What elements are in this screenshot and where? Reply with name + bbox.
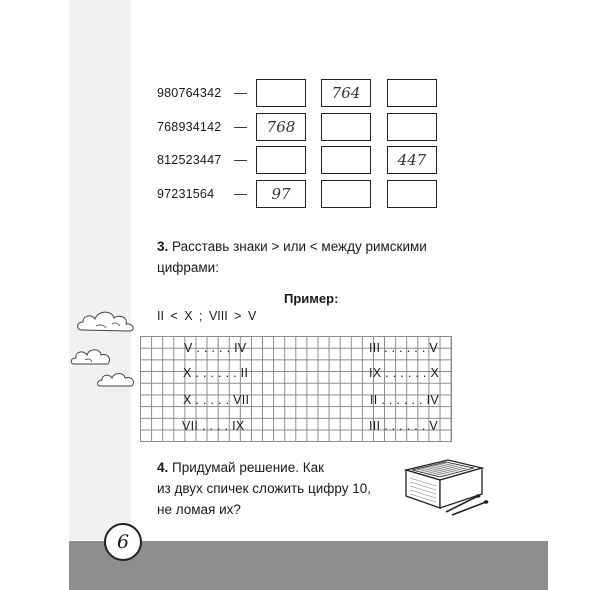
- left-margin-strip: [69, 0, 131, 540]
- task4-number: 4.: [157, 460, 169, 475]
- answer-box: [256, 79, 306, 107]
- comparison-item: IX . . . . . . X: [369, 366, 440, 380]
- number-row: [157, 180, 457, 210]
- task3-number: 3.: [157, 239, 169, 254]
- number-row: [157, 146, 457, 176]
- number-row: [157, 113, 457, 143]
- number-value: 768934142: [157, 120, 222, 134]
- answer-box: [256, 146, 306, 174]
- comparison-item: III . . . . . . V: [369, 419, 439, 433]
- task4-instruction: [157, 457, 397, 520]
- page-number: 6: [104, 523, 142, 561]
- answer-box: [387, 180, 437, 208]
- matchbox-icon: [402, 456, 492, 518]
- comparison-item: III . . . . . . V: [369, 341, 439, 355]
- comparison-item: X . . . . . VII: [183, 393, 250, 407]
- number-row: [157, 79, 457, 109]
- answer-box: [321, 146, 371, 174]
- comparison-item: VII . . . . IX: [182, 419, 245, 433]
- answer-box: [321, 113, 371, 141]
- answer-box: 768: [256, 113, 306, 141]
- task4-line1: Придумай решение. Как: [172, 460, 324, 475]
- example-line: II < X ; VIII > V: [157, 309, 257, 323]
- answer-box: [321, 180, 371, 208]
- cloud-icon: [96, 368, 138, 390]
- task3-line1: Расставь знаки > или < между римскими: [172, 239, 427, 254]
- example-title: Пример:: [284, 291, 339, 306]
- dash: —: [234, 152, 247, 167]
- answer-box: [387, 79, 437, 107]
- number-value: 97231564: [157, 187, 215, 201]
- task4-line3: не ломая их?: [157, 502, 241, 517]
- task3-instruction: [157, 236, 441, 278]
- answer-box: 447: [387, 146, 437, 174]
- cloud-icon: [76, 306, 138, 336]
- answer-box: [387, 113, 437, 141]
- answer-box: 764: [321, 79, 371, 107]
- dash: —: [234, 119, 247, 134]
- comparison-item: X . . . . . . II: [183, 366, 249, 380]
- cloud-icon: [70, 340, 114, 370]
- dash: —: [234, 186, 247, 201]
- comparison-item: II . . . . . . IV: [370, 393, 440, 407]
- comparison-item: V . . . . . IV: [184, 341, 247, 355]
- answer-box: 97: [256, 180, 306, 208]
- task3-line2: цифрами:: [157, 260, 219, 275]
- number-value: 812523447: [157, 153, 222, 167]
- dash: —: [234, 85, 247, 100]
- number-value: 980764342: [157, 86, 222, 100]
- task4-line2: из двух спичек сложить цифру 10,: [157, 481, 371, 496]
